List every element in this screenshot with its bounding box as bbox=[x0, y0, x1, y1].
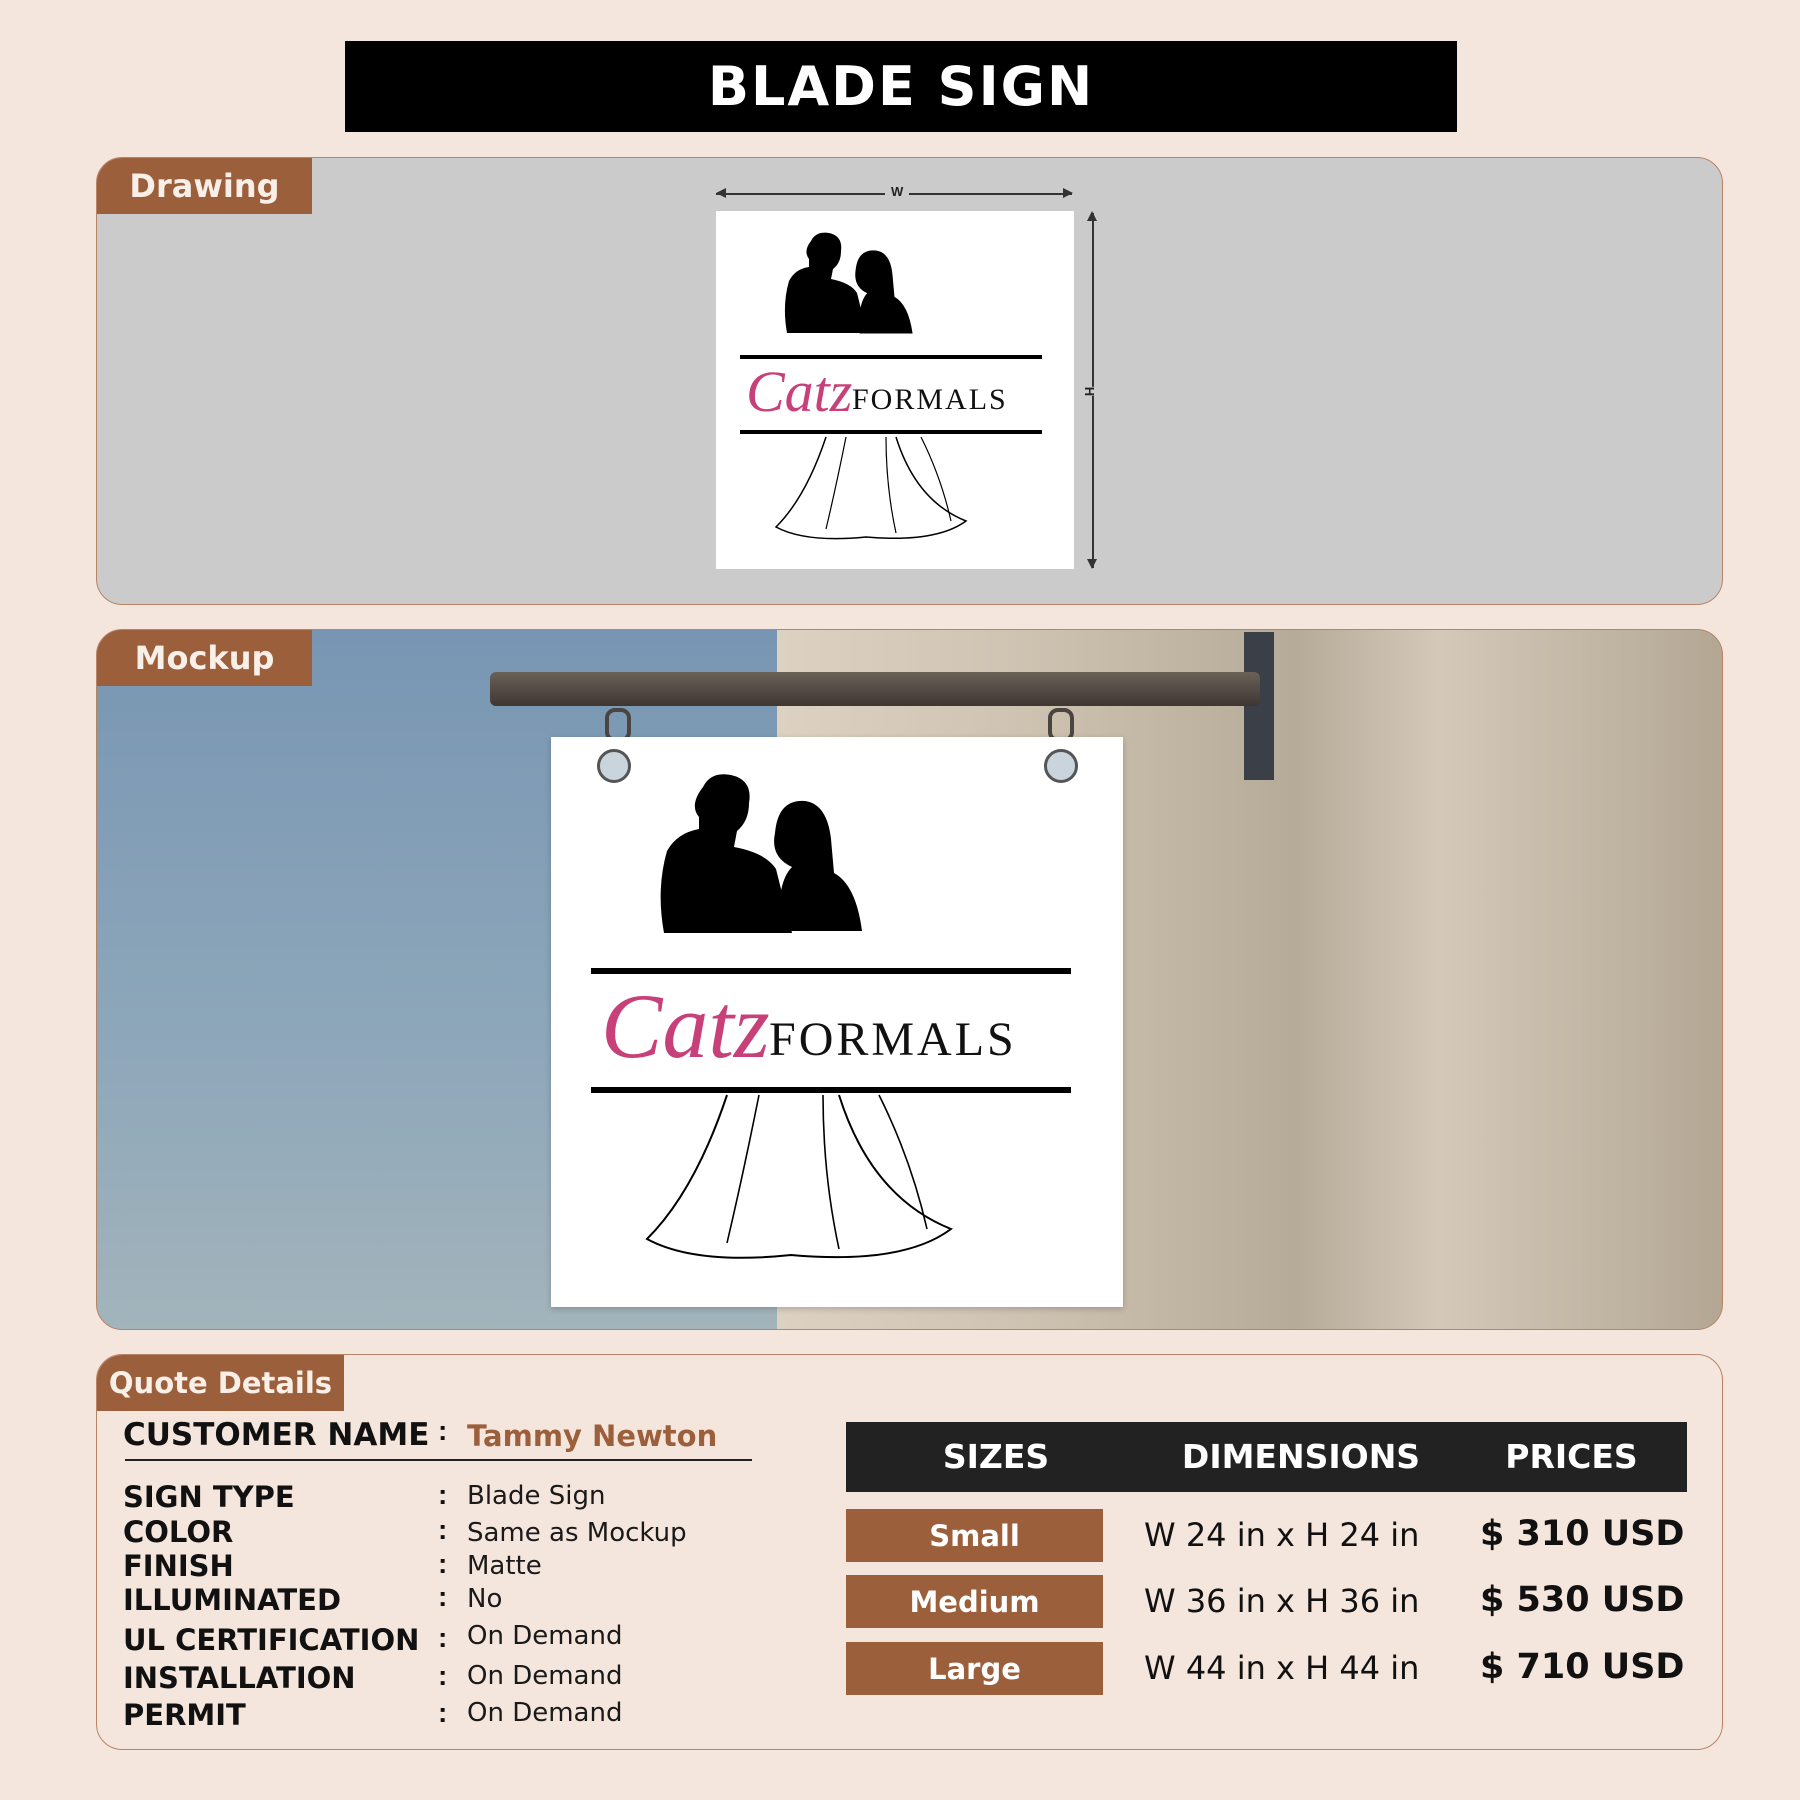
detail-label-illuminated: ILLUMINATED bbox=[123, 1583, 342, 1617]
quote-tag: Quote Details bbox=[97, 1355, 344, 1411]
price-medium: $ 530 USD bbox=[1480, 1580, 1685, 1620]
customer-name-value: Tammy Newton bbox=[467, 1419, 718, 1453]
mockup-sign bbox=[551, 737, 1123, 1307]
price-small: $ 310 USD bbox=[1480, 1514, 1685, 1554]
page-title: BLADE SIGN bbox=[345, 41, 1457, 132]
detail-value-installation: On Demand bbox=[467, 1661, 623, 1691]
detail-label-installation: INSTALLATION bbox=[123, 1661, 356, 1695]
dimensions-large: W 44 in x H 44 in bbox=[1144, 1649, 1420, 1687]
detail-value-finish: Matte bbox=[467, 1551, 542, 1581]
drawing-sign bbox=[716, 211, 1074, 569]
grommet-right-icon bbox=[1044, 749, 1078, 783]
detail-label-sign-type: SIGN TYPE bbox=[123, 1480, 295, 1514]
dimensions-small: W 24 in x H 24 in bbox=[1144, 1516, 1420, 1554]
size-large-button[interactable]: Large bbox=[846, 1642, 1103, 1695]
detail-label-permit: PERMIT bbox=[123, 1698, 246, 1732]
mockup-logo-script-text: Catz bbox=[601, 975, 770, 1077]
height-label: H bbox=[1078, 387, 1101, 396]
header-sizes: SIZES bbox=[942, 1437, 1050, 1476]
customer-name-label: CUSTOMER NAME bbox=[123, 1417, 430, 1453]
header-prices: PRICES bbox=[1505, 1437, 1638, 1476]
detail-value-ul-certification: On Demand bbox=[467, 1621, 623, 1651]
size-medium-button[interactable]: Medium bbox=[846, 1575, 1103, 1628]
logo-caps-text: FORMALS bbox=[852, 383, 1008, 416]
header-dimensions: DIMENSIONS bbox=[1181, 1437, 1421, 1476]
mockup-logo-caps-text: FORMALS bbox=[769, 1013, 1017, 1066]
drawing-tag: Drawing bbox=[97, 158, 312, 214]
customer-underline bbox=[125, 1459, 752, 1461]
grommet-left-icon bbox=[597, 749, 631, 783]
width-label: W bbox=[885, 184, 909, 199]
detail-label-ul-certification: UL CERTIFICATION bbox=[123, 1623, 420, 1657]
logo-script-text: Catz bbox=[746, 359, 853, 424]
size-small-button[interactable]: Small bbox=[846, 1509, 1103, 1562]
detail-value-permit: On Demand bbox=[467, 1698, 623, 1728]
couple-logo-illustration bbox=[716, 211, 1074, 569]
price-large: $ 710 USD bbox=[1480, 1647, 1685, 1687]
hanging-rod bbox=[490, 672, 1260, 706]
dimensions-medium: W 36 in x H 36 in bbox=[1144, 1582, 1420, 1620]
pricing-table-header bbox=[846, 1422, 1687, 1492]
detail-label-color: COLOR bbox=[123, 1515, 234, 1549]
detail-value-illuminated: No bbox=[467, 1584, 503, 1614]
mockup-logo-illustration bbox=[551, 737, 1123, 1307]
customer-colon: : bbox=[438, 1415, 448, 1446]
mockup-tag: Mockup bbox=[97, 630, 312, 686]
detail-label-finish: FINISH bbox=[123, 1549, 234, 1583]
detail-value-color: Same as Mockup bbox=[467, 1518, 687, 1548]
detail-value-sign-type: Blade Sign bbox=[467, 1481, 606, 1511]
wall-mount-bracket bbox=[1244, 632, 1274, 780]
